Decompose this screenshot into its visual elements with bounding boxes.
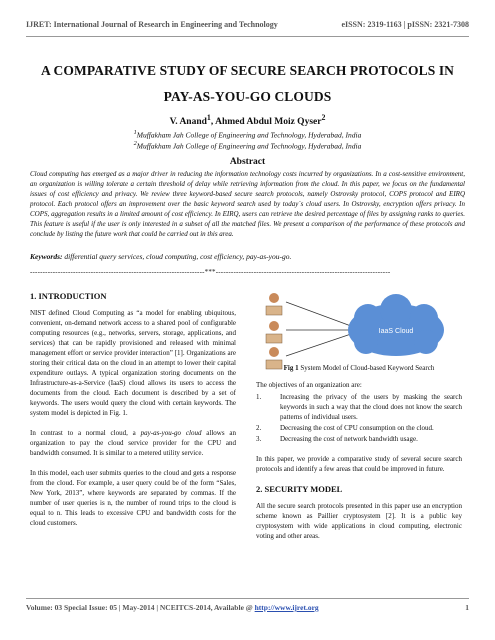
keywords: [30, 252, 465, 261]
figure-caption-label: Fig 1: [283, 364, 299, 372]
objective-item: [256, 423, 462, 433]
issn-info: eISSN: 2319-1163 | pISSN: 2321-7308: [341, 20, 469, 29]
intro-p2-a: In contrast to a normal cloud, a: [30, 429, 141, 437]
user-icon: [266, 321, 282, 343]
left-column: [30, 291, 236, 538]
intro-paragraph-2: [30, 428, 236, 458]
objectives-intro: The objectives of an organization are:: [256, 381, 362, 389]
page-number: 1: [465, 603, 469, 612]
objective-text: Decreasing the cost of network bandwidth usage.: [280, 435, 418, 443]
cloud-shape: [348, 294, 444, 356]
objectives-list: [256, 392, 462, 444]
figure-caption: [256, 364, 462, 372]
intro-paragraph-1: NIST defined Cloud Computing as “a model for enabling ubiquitous, convenient, on-demand network access to a shared pool of configurable computing resources (e.g., networks, servers, storage, applications, and services) that can be rapidly provisioned and released with minimal management effort or service provider interaction” [1]. Organizations are storing their critical data on the cloud in an attempt to lower their capital expenditure outlays. A typical organization storing documents on the Infrastructure-as-a-Service (IaaS) cloud allows its users to access the documents from the cloud. Each document is described by a set of keywords. The users would query the cloud with certain keywords. The system model is depicted in Fig. 1.: [30, 309, 236, 417]
affiliation-1: [26, 129, 469, 140]
section-separator: ---------------------------------------------------------------------***---------------------------------------------------------------------: [30, 268, 391, 276]
intro-paragraph-3: In this model, each user submits queries to the cloud and gets a response from the cloud. For example, a user query could be of the form “Sales, New York, 2013”, where keywords are separated by commas. If the number of user queries is n, the number of round trips to the cloud is equal to n. This leads to excessive CPU and bandwidth costs for the cloud customers.: [30, 469, 236, 527]
objective-number: 3.: [256, 435, 262, 443]
objective-item: [256, 392, 462, 422]
author-2-sup: 2: [321, 113, 326, 122]
footer-rule: [26, 598, 469, 599]
intro-p2-b: allows an organization to pay the cloud service provider for the CPU and bandwidth consumed. It is similar to a metered utility service.: [30, 429, 237, 457]
abstract-text: Cloud computing has emerged as a major driver in reducing the information technology costs incurred by organizations. In a cost-sensitive environment, an organization is willing tolerate a certain threshold of delay while retrieving information from the cloud. In this paper, we focus on the fundamental issues of cost efficiency and privacy. We review three keyword-based secure search protocols, namely Ostrovsky protocol, COPS protocol and EIRQ protocol. Each protocol offers an improvement over the basic keyword search used by today`s cloud users. In Ostrovsky, encryption offers privacy. In COPS, aggregation results in a limited amount of cost efficiency. In EIRQ, users can retrieve the desired percentage of files by assigning ranks to queries. This feature is useful if the user is only interested in a subset of all the matched files. We present a comparison of the performance of these protocols and conclude by listing the future work that could be carried out in this area.: [30, 170, 465, 238]
affiliation-2-sup: 2: [133, 140, 137, 147]
affiliation-2: [26, 140, 469, 151]
objective-number: 1.: [256, 393, 262, 401]
system-model-figure: [256, 290, 462, 370]
author-1: V. Anand: [169, 117, 207, 128]
affiliation-1-text: Muffakham Jah College of Engineering and Technology, Hyderabad, India: [136, 130, 362, 140]
keywords-text: differential query services, cloud computing, cost efficiency, pay-as-you-go.: [62, 252, 292, 261]
arrow-user1: [286, 302, 351, 326]
arrow-user3: [286, 334, 351, 356]
author-1-sup: 1: [206, 113, 211, 122]
affiliation-2-text: Muffakham Jah College of Engineering and Technology, Hyderabad, India: [136, 141, 362, 151]
security-model-text: All the secure search protocols presented in this paper use an encryption scheme known as Paillier cryptosystem [2]. It is a public key cryptosystem with wide applications in cloud computing, electronic voting and other areas.: [256, 502, 462, 540]
cloud-label: IaaS Cloud: [378, 328, 414, 335]
security-model-heading: 2. SECURITY MODEL: [256, 484, 343, 494]
objectives-closing: In this paper, we provide a comparative study of several secure search protocols and identify a few areas that could be improved in future.: [256, 455, 462, 473]
intro-p2-emphasis: pay-as-you-go cloud: [140, 429, 202, 437]
abstract-heading: Abstract: [229, 157, 266, 167]
footer-text: Volume: 03 Special Issue: 05 | May-2014 | NCEITCS-2014, Available @: [26, 603, 255, 612]
author-2: Ahmed Abdul Moiz Qyser: [215, 117, 322, 128]
author-line: [26, 113, 469, 127]
introduction-heading: 1. INTRODUCTION: [30, 291, 107, 301]
page-footer: [26, 603, 469, 612]
objective-number: 2.: [256, 424, 262, 432]
header-rule: [26, 36, 469, 37]
user-icons: [266, 293, 282, 369]
figure-caption-text: System Model of Cloud-based Keyword Search: [298, 364, 435, 372]
journal-link[interactable]: http://www.ijret.org: [254, 603, 319, 612]
journal-name: IJRET: International Journal of Research in Engineering and Technology: [26, 20, 278, 29]
paper-title: A COMPARATIVE STUDY OF SECURE SEARCH PROTOCOLS IN PAY-AS-YOU-GO CLOUDS: [40, 63, 455, 104]
affiliation-1-sup: 1: [133, 129, 137, 136]
objective-text: Increasing the privacy of the users by masking the search keywords in such a way that the cloud does not know the search patterns of individual users.: [280, 393, 462, 421]
objective-item: [256, 434, 462, 444]
author-separator: ,: [210, 117, 216, 128]
user-icon: [266, 293, 282, 315]
keywords-label: Keywords:: [30, 252, 63, 261]
right-column: [256, 380, 462, 551]
connection-arrows: [286, 302, 351, 356]
objective-text: Decreasing the cost of CPU consumption on the cloud.: [280, 424, 434, 432]
